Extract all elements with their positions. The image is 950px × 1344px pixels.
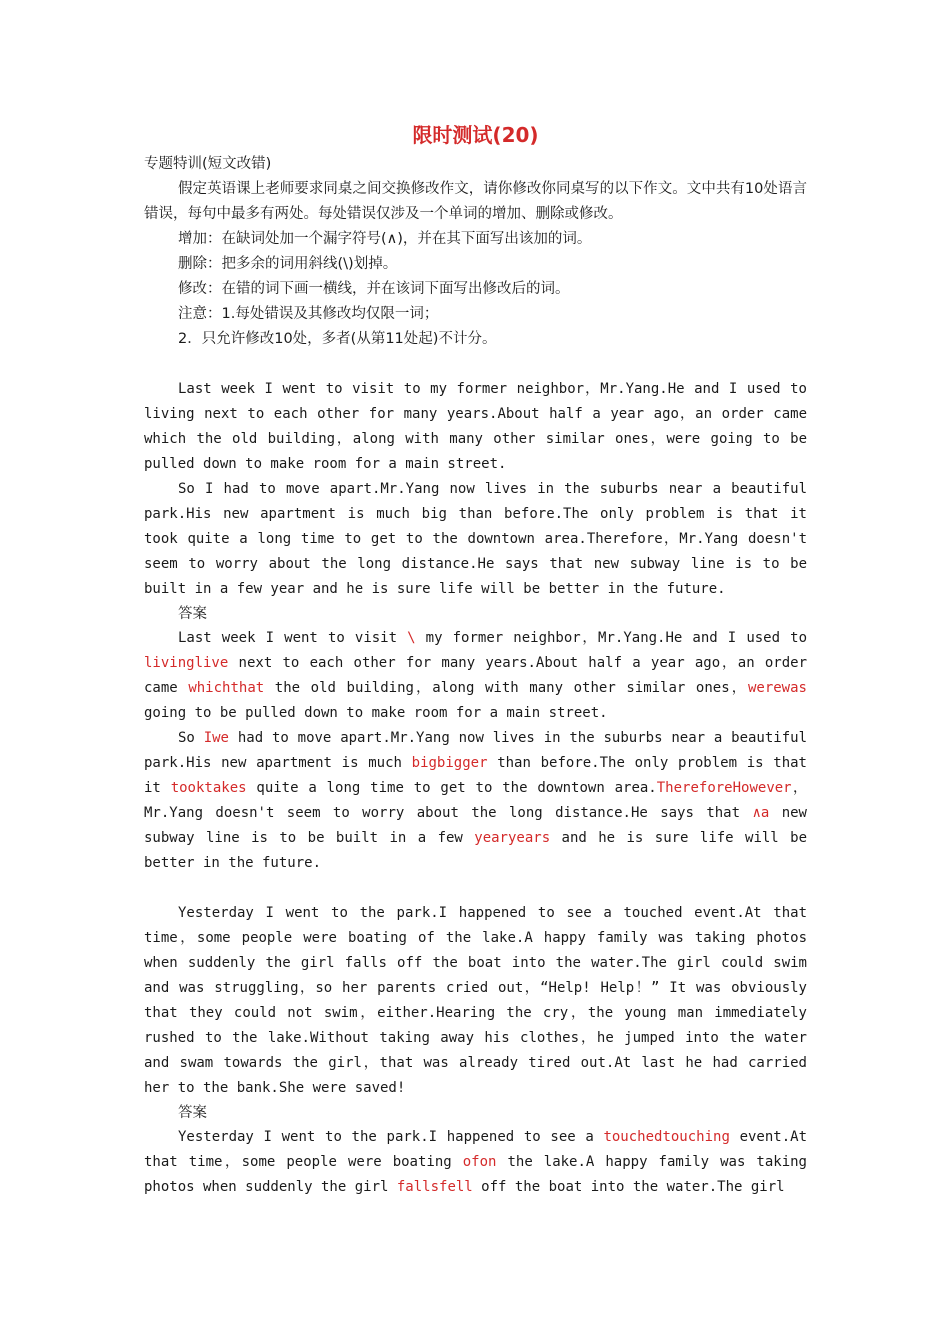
instruction-intro: 假定英语课上老师要求同桌之间交换修改作文，请你修改你同桌写的以下作文。文中共有10处语言错误，每句中最多有两处。每处错误仅涉及一个单词的增加、删除或修改。	[144, 181, 807, 222]
answer-text: event.At that time，some people were boating	[144, 1129, 807, 1170]
answer-text: the lake.A happy family was taking photos when suddenly the girl	[144, 1154, 807, 1195]
answer-text: had to move apart.Mr.Yang now lives in the suburbs near a beautiful park.His new apartment is much	[144, 730, 807, 771]
answer-text: and he is sure life will be better in the future.	[144, 830, 807, 871]
answer-2-paragraph-1	[144, 1125, 807, 1200]
instruction-note-2: 2．只允许修改10处，多者(从第11处起)不计分。	[178, 331, 497, 347]
answer-text: next to each other for many years.About half a year ago，an order came	[144, 655, 807, 696]
spacer	[144, 876, 807, 901]
correction-mark: whichthat	[188, 680, 265, 696]
answer-text: than before.The only problem is that it	[144, 755, 807, 796]
instruction-delete: 删除：把多余的词用斜线(\)划掉。	[178, 256, 398, 272]
answer-text: ，Mr.Yang doesn't seem to worry about the long distance.He says that	[144, 780, 808, 821]
answer-label-2: 答案	[178, 1105, 207, 1121]
correction-mark: livinglive	[144, 655, 229, 671]
page-title: 限时测试(20)	[412, 123, 539, 147]
instruction-note-1: 注意：1.每处错误及其修改均仅限一词；	[178, 306, 439, 322]
answer-text: Last week I went to visit	[178, 630, 408, 646]
correction-mark: yearyears	[474, 830, 551, 846]
answer-text: So	[178, 730, 204, 746]
answer-1-paragraph-2	[144, 726, 807, 876]
correction-mark: werewas	[747, 680, 807, 696]
correction-mark: bigbigger	[411, 755, 488, 771]
passage-1-paragraph-1: Last week I went to visit to my former neighbor，Mr.Yang.He and I used to living next to each other for many years.About half a year ago，an order came which the old building，along with many other similar ones，were going to be pulled down to make room for a main street.	[144, 381, 807, 472]
instruction-add: 增加：在缺词处加一个漏字符号(∧)，并在其下面写出该加的词。	[178, 231, 592, 247]
answer-text: off the boat into the water.The girl	[472, 1179, 785, 1195]
answer-text: the old building，along with many other similar ones，	[264, 680, 748, 696]
answer-label-1: 答案	[178, 606, 207, 622]
document-page	[144, 118, 807, 1200]
correction-mark: tooktakes	[170, 780, 247, 796]
answer-text: my former neighbor，Mr.Yang.He and I used to	[415, 630, 807, 646]
correction-mark: \	[407, 630, 416, 646]
correction-mark: ofon	[462, 1154, 497, 1170]
correction-mark: Iwe	[203, 730, 229, 746]
correction-mark: touchedtouching	[603, 1129, 730, 1145]
section-subtitle: 专题特训(短文改错)	[144, 156, 272, 172]
instruction-modify: 修改：在错的词下画一横线，并在该词下面写出修改后的词。	[178, 281, 570, 297]
correction-mark: fallsfell	[396, 1179, 473, 1195]
answer-1-paragraph-1	[144, 626, 807, 726]
correction-mark: ThereforeHowever	[656, 780, 792, 796]
correction-mark: ∧a	[752, 805, 770, 821]
answer-text: quite a long time to get to the downtown area.	[246, 780, 657, 796]
answer-text: new subway line is to be built in a few	[144, 805, 807, 846]
answer-text: Yesterday I went to the park.I happened to see a	[178, 1129, 604, 1145]
passage-1-paragraph-2: So I had to move apart.Mr.Yang now lives in the suburbs near a beautiful park.His new apartment is much big than before.The only problem is that it took quite a long time to get to the downtown area.Therefore，Mr.Yang doesn't seem to worry about the long distance.He says that new subway line is to be built in a few year and he is sure life will be better in the future.	[144, 481, 807, 597]
passage-2-paragraph-1: Yesterday I went to the park.I happened to see a touched event.At that time，some people were boating of the lake.A happy family was taking photos when suddenly the girl falls off the boat into the water.The girl could swim and was struggling，so her parents cried out，“Help! Help！” It was obviously that they could not swim，either.Hearing the cry，the young man immediately rushed to the lake.Without taking away his clothes，he jumped into the water and swam towards the girl，that was already tired out.At last he had carried her to the bank.She were saved!	[144, 905, 807, 1096]
spacer	[144, 352, 807, 377]
answer-text: going to be pulled down to make room for a main street.	[144, 705, 608, 721]
